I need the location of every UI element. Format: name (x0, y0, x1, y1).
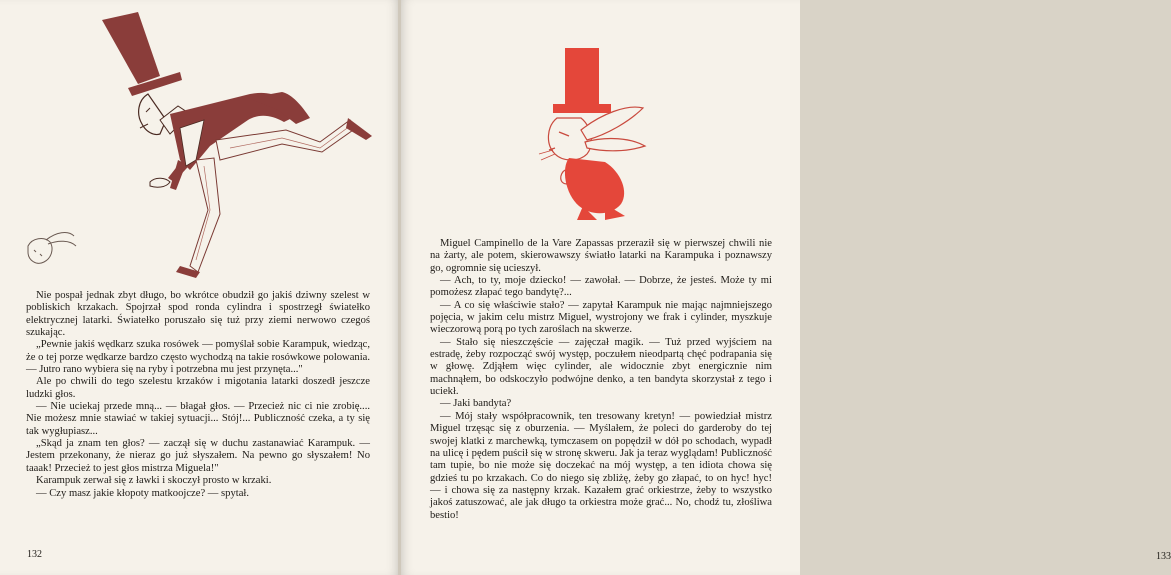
paragraph: „Pewnie jakiś wędkarz szuka rosówek — pomyślał sobie Karampuk, wiedząc, że o tej porze wędkarze bardzo często wychodzą na takie rosówkowe polowania. — Jutro rano wybiera się na ryby i potrzebna mu jest przynęta..." (26, 339, 370, 376)
paragraph: — Ach, to ty, moje dziecko! — zawołał. — Dobrze, że jesteś. Może ty mi pomożesz złapać tego bandytę?... (430, 275, 772, 299)
paragraph: „Skąd ja znam ten głos? — zaczął się w duchu zastanawiać Karampuk. — Jestem przekonany, że nieraz go już słyszałem. Na pewno go słyszałem! No taaak! Przecież to jest głos mistrza Miguela!" (26, 438, 370, 474)
paragraph: — Stało się nieszczęście — zajęczał magik. — Tuż przed wyjściem na estradę, żeby rozpocząć swój występ, poczułem nieodpartą chęć podrapania się w głowę. Zdjąłem więc cylinder, ale widocznie zbyt energicznie nim machnąłem, bo odskoczyło podwójne denko, a ten bandyta skorzystał z tego i uciekł. (430, 336, 772, 398)
paragraph: Nie pospał jednak zbyt długo, bo wkrótce obudził go jakiś dziwny szelest w pobliskich krzakach. Spojrzał spod ronda cylindra i spostrzegł światełko elektrycznej latarki. Światełko poruszało się tuż przy ziemi nerwowo czegoś szukając. (26, 290, 370, 339)
page-number: 132 (27, 549, 42, 560)
paragraph: — Mój stały współpracownik, ten tresowany kretyn! — powiedział mistrz Miguel trzęsąc się z oburzenia. — Myślałem, że poleci do garderoby do tej swojej klatki z marchewką, tymczasem on popędził w dół po schodach, wypadł na ulicę i pędem puścił się w stronę skweru. Jak ja teraz wyglądam! Publiczność tam tupie, bo nie może się doczekać na mój występ, a ten idiota chowa się gdzieś tu po krzakach. Co do niego się zbliżę, żeby go złapać, to on hyc! hyc! — i chowa się za następny krzak. Kazałem grać orkiestrze, żeby to wszystko jakoś zatuszować, ale jak długo ta orkiestra może grać... No, chodź tu, złośliwa bestio! (430, 410, 772, 521)
page-number: 133 (1156, 551, 1171, 562)
paragraph: Ale po chwili do tego szelestu krzaków i migotania latarki doszedł jeszcze ludzki głos. (26, 376, 370, 400)
paragraph: Miguel Campinello de la Vare Zapassas przeraził się w pierwszej chwili nie na żarty, ale potem, skierowawszy światło latarki na Karampuka i poznawszy go, ogromnie się ucieszył. (430, 238, 772, 274)
left-page (0, 0, 399, 575)
rabbit-in-top-hat-illustration (535, 44, 655, 224)
paragraph: — A co się właściwie stało? — zapytał Karampuk nie mając najmniejszego pojęcia, w jakim celu mistrz Miguel, wystrojony we frak i cylinder, myszkuje wieczorową porą po tych zaroślach na skwerze. (430, 299, 772, 336)
paragraph: — Nie uciekaj przede mną... — błagał głos. — Przecież nic ci nie zrobię.... Nie możesz mnie stawiać w takiej sytuacji... Stój!... Publiczność czeka, a ty się tak wygłupiasz... (26, 401, 370, 437)
paragraph: Karampuk zerwał się z ławki i skoczył prosto w krzaki. (36, 475, 272, 487)
right-page-text (430, 238, 772, 522)
paragraph: — Czy masz jakie kłopoty matkoojcze? — spytał. (36, 487, 249, 499)
left-page-text (26, 290, 370, 500)
paragraph: — Jaki bandyta? (440, 398, 512, 410)
small-rabbit-sketch (22, 226, 82, 276)
